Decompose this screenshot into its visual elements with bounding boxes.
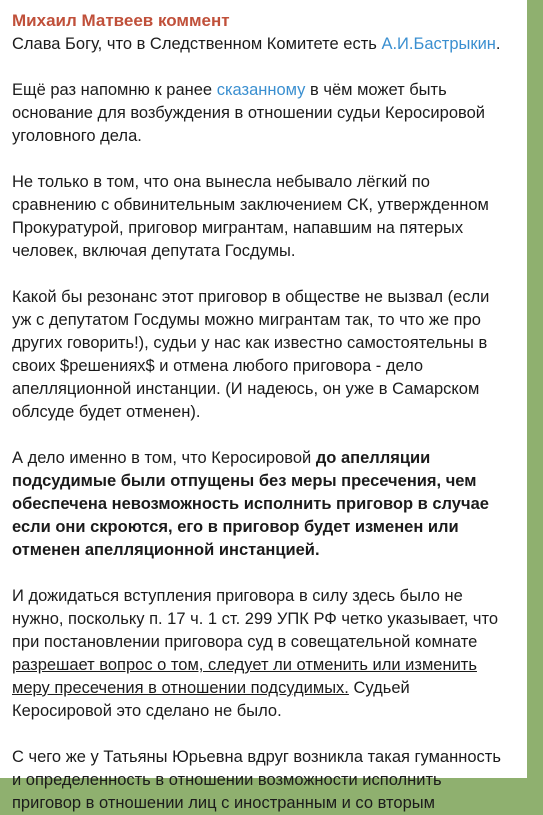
p6-line-6: Керосировой это сделано не было.: [12, 702, 282, 720]
p6-line-3: при постановлении приговора суд в совещательной комнате: [12, 633, 478, 651]
p4-line-3: других говорить!), судьи у нас как известно самостоятельны в: [12, 334, 488, 352]
p4-line-2: уж с депутатом Госдумы можно мигрантам так, то что же про: [12, 311, 481, 329]
p4-line-1: Какой бы резонанс этот приговор в обществе не вызвал (если: [12, 288, 490, 306]
paragraph-2: [12, 79, 517, 148]
p3-line-1: Не только в том, что она вынесла небывало лёгкий по: [12, 173, 430, 191]
p2-line-3: уголовного дела.: [12, 127, 142, 145]
p6-line-2: нужно, поскольку п. 17 ч. 1 ст. 299 УПК РФ четко указывает, что: [12, 610, 499, 628]
paragraph-5: [12, 447, 517, 562]
previous-post-link[interactable]: сказанному: [216, 81, 306, 99]
p2-line-2: основание для возбуждения в отношении судьи Керосировой: [12, 104, 485, 122]
paragraph-1: [12, 33, 517, 56]
p3-line-4: человек, включая депутата Госдумы.: [12, 242, 296, 260]
p5-bold-start: до апелляции: [315, 449, 431, 467]
p7-line-2: и определенность в отношении возможности исполнить: [12, 771, 442, 789]
author-name[interactable]: Михаил Матвеев коммент: [12, 11, 230, 30]
p5-bold-line-3: если они скроются, его в приговор будет изменен или: [12, 518, 459, 536]
paragraph-4: [12, 286, 517, 424]
paragraph-3: [12, 171, 517, 263]
p5-line-1: А дело именно в том, что Керосировой до апелляции: [12, 449, 431, 467]
paragraph-7: [12, 746, 517, 815]
p4-line-6: облсуде будет отменен).: [12, 403, 201, 421]
p5-bold-line-2: обеспечена невозможность исполнить приговор в случае: [12, 495, 489, 513]
p2-line-1: Ещё раз напомню к ранее сказанному в чём может быть: [12, 81, 447, 99]
p7-line-1: С чего же у Татьяны Юрьевна вдруг возникла такая гуманность: [12, 748, 501, 766]
p4-line-5: апелляционной инстанции. (И надеюсь, он уже в Самарском: [12, 380, 480, 398]
p6-line-1: И дожидаться вступления приговора в силу здесь было не: [12, 587, 463, 605]
p6-underlined-line-1: разрешает вопрос о том, следует ли отменить или изменить: [12, 656, 477, 674]
p5-bold-line-1: подсудимые были отпущены без меры пресечения, чем: [12, 472, 477, 490]
p3-line-3: Прокуратурой, приговор мигрантам, напавшим на пятерых: [12, 219, 464, 237]
p6-line-5: меру пресечения в отношении подсудимых. Судьей: [12, 679, 410, 697]
bastrykin-link[interactable]: А.И.Бастрыкин: [381, 35, 496, 53]
paragraph-6: [12, 585, 517, 723]
p4-line-4: своих $решениях$ и отмена любого приговора - дело: [12, 357, 424, 375]
chat-background: [527, 0, 543, 778]
p5-bold-line-4: отменен апелляционной инстанцией.: [12, 541, 320, 559]
message-text: [12, 33, 517, 815]
p1-line: Слава Богу, что в Следственном Комитете есть А.И.Бастрыкин.: [12, 35, 501, 53]
p3-line-2: сравнению с обвинительным заключением СК, утвержденном: [12, 196, 489, 214]
p7-line-3: приговор в отношении лиц с иностранным и со вторым: [12, 794, 435, 812]
p6-underlined-line-2: меру пресечения в отношении подсудимых.: [12, 679, 349, 697]
